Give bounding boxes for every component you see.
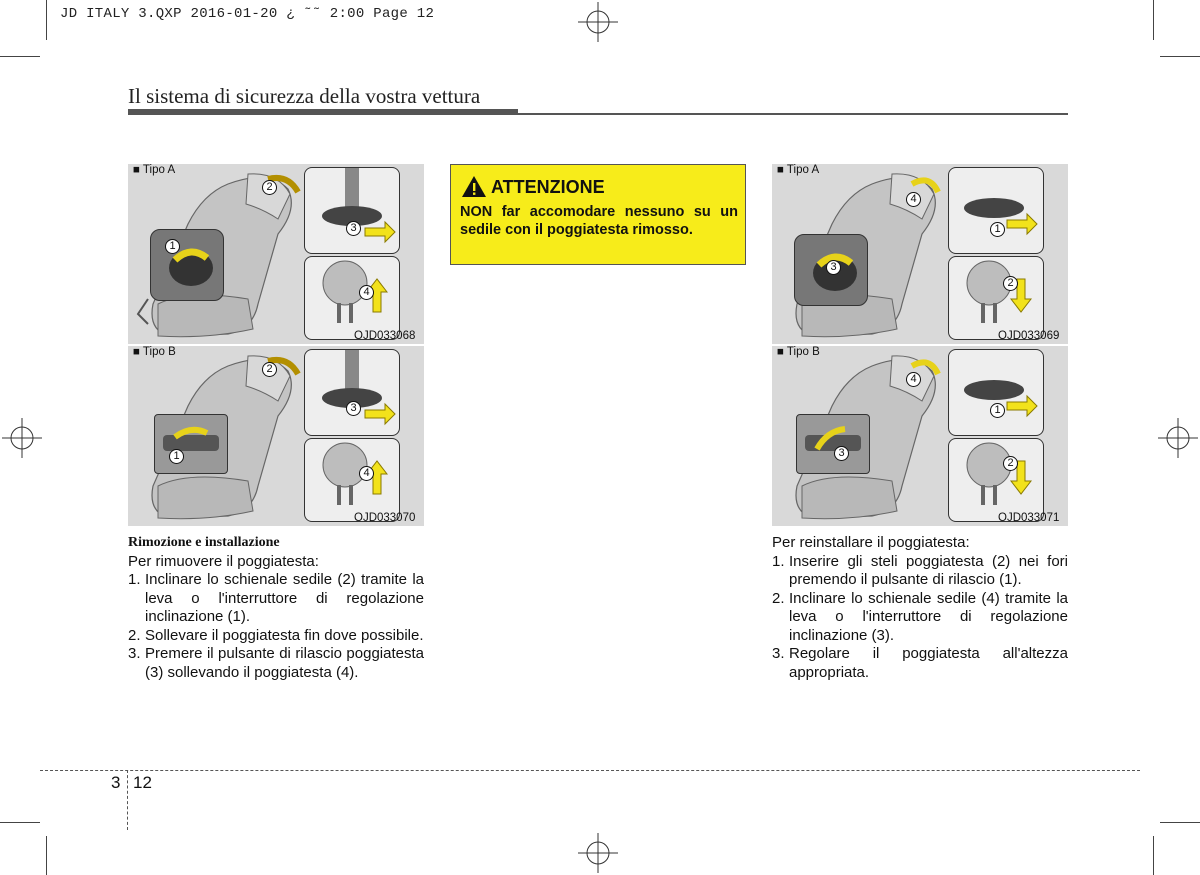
warning-title: ATTENZIONE	[491, 177, 605, 197]
callout-number: 3	[834, 446, 849, 461]
header-rule-thin	[518, 113, 1068, 115]
section-heading: Rimozione e installazione	[128, 535, 280, 550]
callout-number: 1	[165, 239, 180, 254]
footer-dashed-divider	[127, 770, 128, 830]
callout-number: 3	[346, 221, 361, 236]
headrest-inset	[948, 256, 1044, 340]
crop-mark	[1160, 822, 1200, 823]
intro-text: Per rimuovere il poggiatesta:	[128, 552, 319, 570]
headrest-inset	[304, 256, 400, 340]
callout-number: 2	[262, 180, 277, 195]
figure-code: OJD033068	[354, 330, 416, 342]
figure-tipo-b-installation	[772, 346, 1068, 526]
callout-number: 3	[346, 401, 361, 416]
callout-number: 2	[1003, 456, 1018, 471]
callout-number: 4	[359, 285, 374, 300]
step-text: Premere il pulsante di rilascio poggiatesta (3) sollevando il poggiatesta (4).	[145, 645, 424, 681]
figure-tipo-b-removal	[128, 346, 424, 526]
figure-type-label: ■ Tipo A	[777, 164, 820, 176]
step-number: 3.	[128, 645, 141, 662]
installation-steps-list	[772, 553, 1068, 683]
callout-number: 2	[1003, 276, 1018, 291]
step-number: 3.	[772, 645, 785, 662]
callout-number: 4	[906, 192, 921, 207]
footer-dashed-rule	[40, 770, 1140, 771]
callout-number: 1	[169, 449, 184, 464]
registration-mark-icon	[578, 833, 618, 873]
list-item	[772, 590, 1068, 646]
step-number: 1.	[772, 552, 785, 570]
warning-text: NON far accomodare nessuno su un sedile con il poggiatesta rimosso.	[460, 204, 738, 238]
release-button-inset	[304, 349, 400, 436]
step-text: Inclinare lo schienale sedile (2) tramite la leva o l'interruttore di regolazione inclinazione (1).	[145, 571, 424, 625]
page-header-title: Il sistema di sicurezza della vostra vettura	[128, 84, 481, 108]
release-button-inset	[948, 167, 1044, 254]
figure-type-label: ■ Tipo B	[133, 346, 176, 358]
page-number: 12	[133, 773, 152, 792]
header-rule-thick	[128, 109, 518, 115]
figure-tipo-a-installation	[772, 164, 1068, 344]
list-item	[128, 571, 424, 627]
removal-steps-list	[128, 571, 424, 682]
headrest-inset	[304, 438, 400, 522]
list-item	[772, 553, 1068, 590]
crop-mark	[46, 0, 47, 40]
crop-mark	[1153, 0, 1154, 40]
step-text: Regolare il poggiatesta all'altezza appropriata.	[789, 645, 1068, 681]
callout-number: 3	[826, 260, 841, 275]
figure-type-label: ■ Tipo A	[133, 164, 176, 176]
step-text: Inserire gli steli poggiatesta (2) nei fori premendo il pulsante di rilascio (1).	[789, 552, 1068, 588]
removal-instructions	[128, 534, 424, 682]
callout-number: 4	[359, 466, 374, 481]
callout-number: 1	[990, 222, 1005, 237]
list-item	[772, 645, 1068, 682]
step-number: 2.	[772, 589, 785, 607]
list-item	[128, 627, 424, 646]
release-button-inset	[948, 349, 1044, 436]
chapter-number: 3	[111, 773, 121, 792]
figure-tipo-a-removal	[128, 164, 424, 344]
crop-mark	[0, 822, 40, 823]
intro-text: Per reinstallare il poggiatesta:	[772, 534, 970, 551]
callout-number: 2	[262, 362, 277, 377]
step-text: Sollevare il poggiatesta fin dove possibile.	[145, 626, 424, 644]
release-button-inset	[304, 167, 400, 254]
callout-number: 4	[906, 372, 921, 387]
figure-type-label: ■ Tipo B	[777, 346, 820, 358]
crop-mark	[1160, 56, 1200, 57]
print-slug: JD ITALY 3.QXP 2016-01-20 ¿ ˜˜ 2:00 Page 12	[60, 6, 435, 22]
lever-inset	[796, 414, 870, 474]
crop-mark	[1153, 836, 1154, 875]
step-number: 2.	[128, 626, 141, 644]
step-number: 1.	[128, 571, 141, 588]
crop-mark	[46, 836, 47, 875]
lever-inset	[154, 414, 228, 474]
callout-number: 1	[990, 403, 1005, 418]
registration-mark-icon	[2, 418, 42, 458]
step-text: Inclinare lo schienale sedile (4) tramite la leva o l'interruttore di regolazione inclinazione (3).	[789, 589, 1068, 644]
warning-box	[450, 164, 746, 265]
registration-mark-icon	[1158, 418, 1198, 458]
headrest-inset	[948, 438, 1044, 522]
lever-inset	[150, 229, 224, 301]
installation-instructions	[772, 534, 1068, 682]
figure-code: OJD033069	[998, 330, 1060, 342]
list-item	[128, 645, 424, 682]
registration-mark-icon	[578, 2, 618, 42]
figure-code: OJD033070	[354, 512, 416, 524]
crop-mark	[0, 56, 40, 57]
warning-triangle-icon	[461, 175, 487, 198]
figure-code: OJD033071	[998, 512, 1060, 524]
